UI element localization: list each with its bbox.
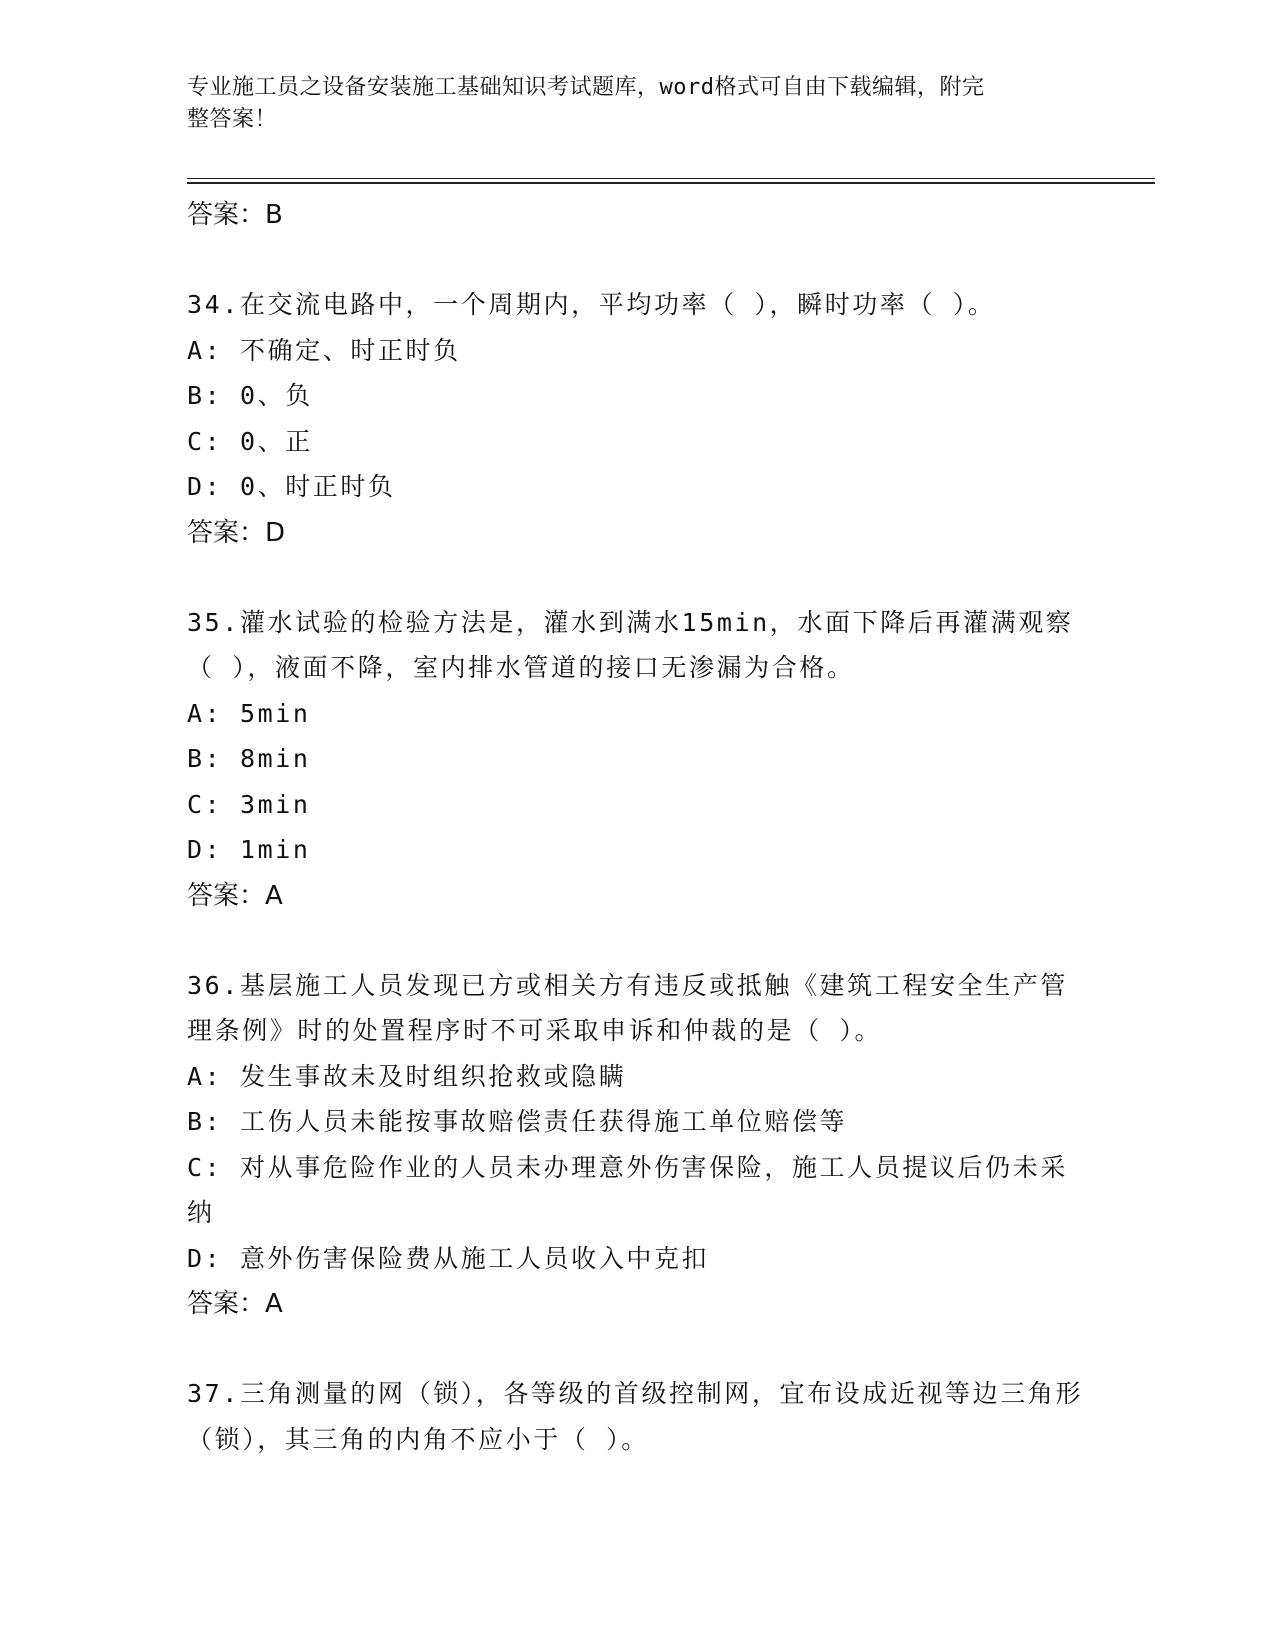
option-d: D: 0、时正时负 xyxy=(187,472,396,501)
option-b: B: 工伤人员未能按事故赔偿责任获得施工单位赔偿等 xyxy=(187,1107,848,1136)
option-c: C: 对从事危险作业的人员未办理意外伤害保险，施工人员提议后仍未采纳 xyxy=(187,1152,1068,1227)
option-a: A: 发生事故未及时组织抢救或隐瞒 xyxy=(187,1061,627,1091)
answer-line: 答案：A xyxy=(187,1289,283,1319)
header-divider-bottom xyxy=(187,182,1155,184)
option-d: D: 1min xyxy=(187,835,311,864)
question-stem: 36.基层施工人员发现已方或相关方有违反或抵触《建筑工程安全生产管理条例》时的处置程序时不可采取申诉和仲裁的是（ ）。 xyxy=(187,970,1068,1045)
option-d: D: 意外伤害保险费从施工人员收入中克扣 xyxy=(187,1243,710,1273)
option-c: C: 0、正 xyxy=(187,426,313,456)
question-stem: 35.灌水试验的检验方法是，灌水到满水15min，水面下降后再灌满观察（ ），液面不降，室内排水管道的接口无渗漏为合格。 xyxy=(187,607,1074,682)
question-36 xyxy=(187,963,1087,1328)
option-a: A: 不确定、时正时负 xyxy=(187,335,461,365)
document-header xyxy=(187,72,1067,136)
option-c: C: 3min xyxy=(187,789,311,819)
option-a: A: 5min xyxy=(187,698,311,728)
answer-line: 答案：A xyxy=(187,880,283,911)
question-list xyxy=(187,192,1087,1462)
question-stem: 34.在交流电路中，一个周期内，平均功率（ ），瞬时功率（ ）。 xyxy=(187,290,996,319)
question-35 xyxy=(187,600,1087,919)
answer-line: 答案：B xyxy=(187,200,283,230)
header-line-2: 整答案！ xyxy=(187,107,278,132)
question-34 xyxy=(187,282,1087,556)
option-b: B: 8min xyxy=(187,744,311,773)
question-37 xyxy=(187,1371,1087,1462)
header-line-1: 专业施工员之设备安装施工基础知识考试题库，word格式可自由下载编辑，附完 xyxy=(187,75,985,100)
answer-line: 答案：D xyxy=(187,517,286,548)
option-b: B: 0、负 xyxy=(187,381,313,410)
question-stem: 37.三角测量的网（锁），各等级的首级控制网，宜布设成近视等边三角形（锁），其三角的内角不应小于（ ）。 xyxy=(187,1379,1084,1454)
header-divider-top xyxy=(187,178,1155,179)
